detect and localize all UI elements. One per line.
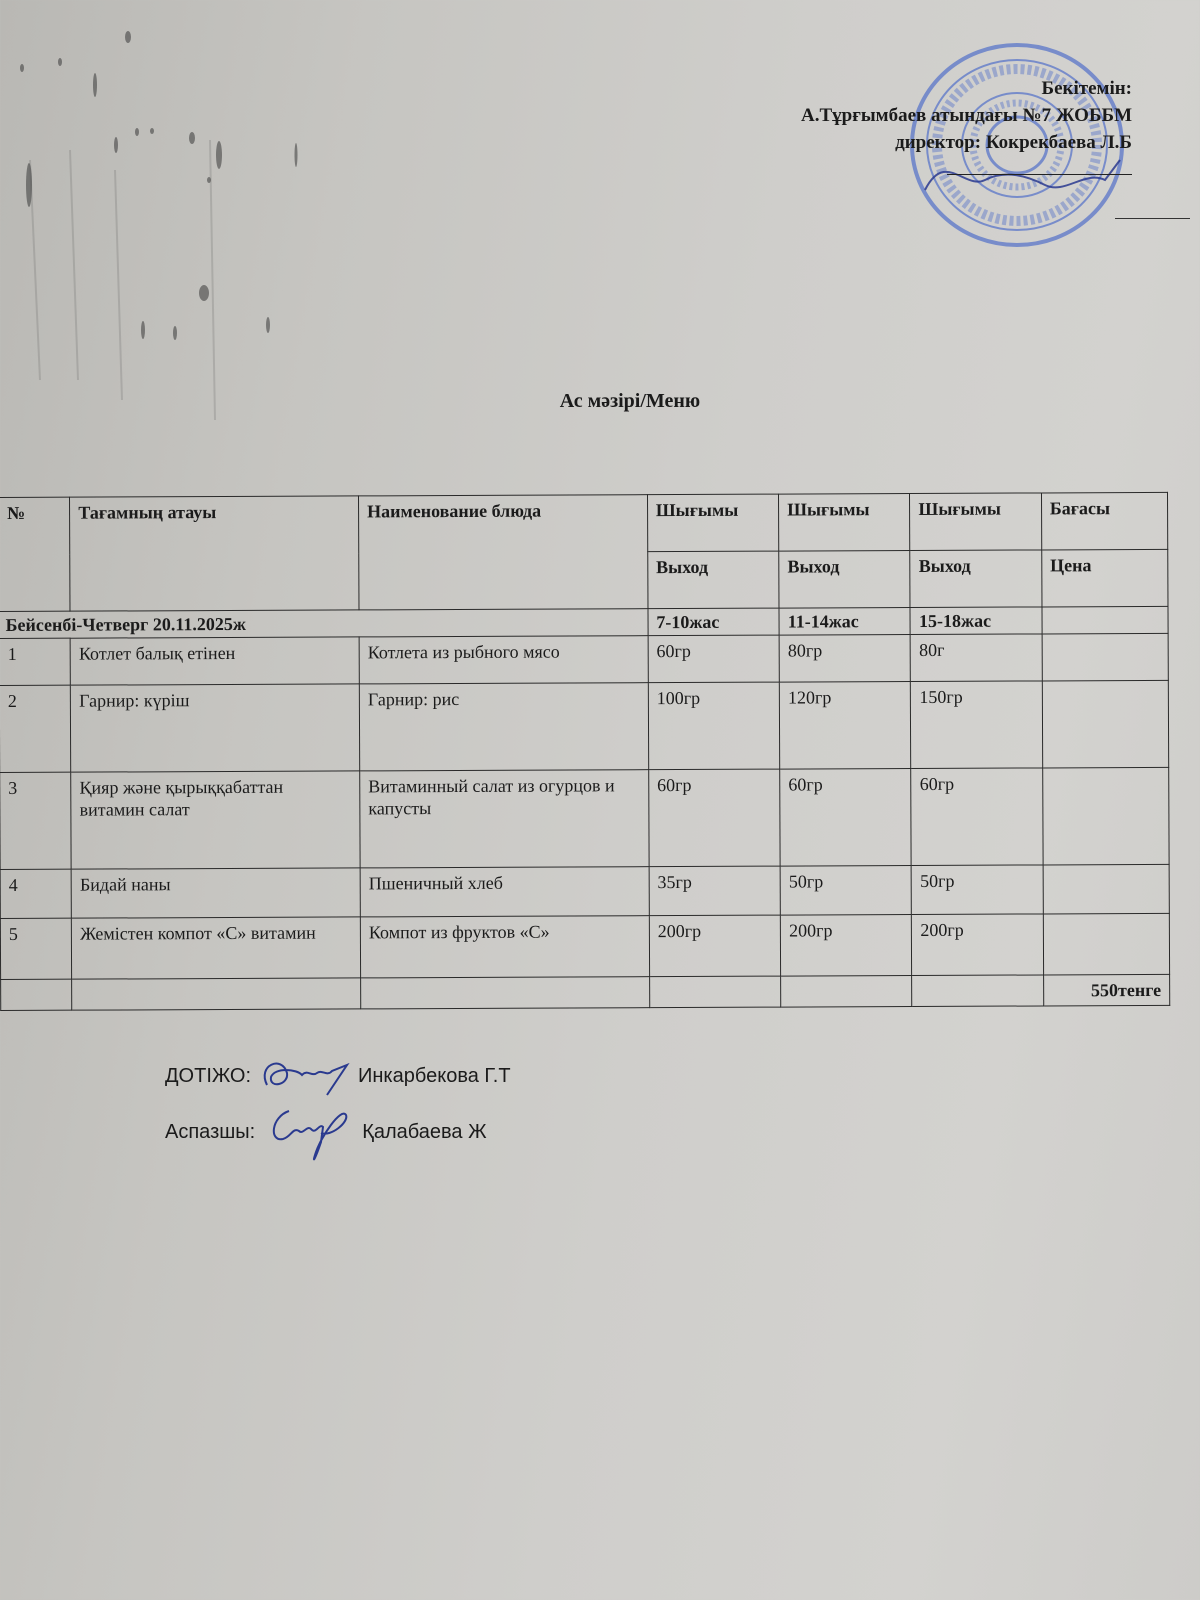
header-out1-ru: Выход xyxy=(648,551,780,609)
row-price xyxy=(1043,864,1169,914)
header-out3: Шығымы xyxy=(910,493,1042,551)
row-price xyxy=(1042,767,1169,865)
row-name-ru: Гарнир: рис xyxy=(359,683,648,771)
row-out3: 50гр xyxy=(912,865,1044,915)
table-row xyxy=(0,864,1169,918)
row-out3: 60гр xyxy=(911,768,1043,866)
row-num: 4 xyxy=(0,869,71,918)
row-out3: 150гр xyxy=(911,681,1043,769)
row-name-ru: Котлета из рыбного мясо xyxy=(359,636,648,684)
total-price: 550тенге xyxy=(1043,974,1169,1006)
row-out2: 60гр xyxy=(780,769,912,867)
row-out2: 80гр xyxy=(779,635,911,683)
row-name-kz: Қияр және қырыққабаттан витамин салат xyxy=(71,771,360,869)
handwritten-signature-icon xyxy=(257,1055,352,1097)
row-num: 3 xyxy=(0,772,71,869)
paper-smudges xyxy=(0,0,420,420)
signatures-block xyxy=(165,1055,511,1167)
header-out2-ru: Выход xyxy=(779,551,911,609)
row-name-ru: Пшеничный хлеб xyxy=(360,867,649,917)
row-price xyxy=(1042,680,1169,768)
page-title: Ас мәзірі/Меню xyxy=(559,390,701,412)
day-label: Бейсенбі-Четверг 20.11.2025ж xyxy=(0,609,648,639)
signature-row xyxy=(165,1097,511,1167)
row-out1: 60гр xyxy=(649,769,781,867)
signature-name: Қалабаева Ж xyxy=(362,1121,487,1143)
header-row-1 xyxy=(0,492,1168,554)
handwritten-signature-icon xyxy=(261,1107,356,1167)
row-out3: 80г xyxy=(911,634,1043,682)
row-name-kz: Жемістен компот «С» витамин xyxy=(72,917,361,979)
total-empty xyxy=(72,978,361,1010)
total-empty xyxy=(361,977,650,1009)
total-empty xyxy=(781,976,912,1008)
header-out1: Шығымы xyxy=(647,494,779,552)
header-price-ru: Цена xyxy=(1042,549,1168,607)
row-name-kz: Котлет балық етінен xyxy=(70,637,359,685)
signature-role: ДОТІЖО: xyxy=(165,1065,252,1087)
row-name-ru: Витаминный салат из огурцов и капусты xyxy=(360,770,649,868)
row-out2: 50гр xyxy=(780,866,912,916)
header-price: Бағасы xyxy=(1041,492,1167,550)
row-out2: 200гр xyxy=(780,915,912,977)
table-row xyxy=(0,680,1169,772)
signature-row xyxy=(165,1055,511,1097)
menu-table xyxy=(0,492,1170,1011)
row-name-kz: Гарнир: күріш xyxy=(71,684,360,772)
row-out2: 120гр xyxy=(779,682,911,770)
approval-block xyxy=(801,75,1132,183)
row-out1: 35гр xyxy=(649,866,781,916)
table-row xyxy=(0,767,1169,869)
total-empty xyxy=(1,979,72,1010)
header-name-ru: Наименование блюда xyxy=(358,495,647,610)
row-num: 2 xyxy=(0,685,71,772)
row-num: 1 xyxy=(0,638,71,685)
table-row xyxy=(0,913,1169,979)
signature-dash xyxy=(1115,218,1190,219)
age-group-1: 7-10жас xyxy=(648,608,779,636)
approval-label: Бекітемін: xyxy=(1041,78,1132,99)
row-name-kz: Бидай наны xyxy=(71,868,360,918)
row-out1: 60гр xyxy=(648,635,780,683)
total-row xyxy=(1,974,1170,1010)
row-price xyxy=(1042,633,1168,681)
director-name: директор: Кокрекбаева Л.Б xyxy=(895,132,1132,153)
total-empty xyxy=(912,975,1043,1007)
row-num: 5 xyxy=(0,918,71,979)
age-group-2: 11-14жас xyxy=(779,608,910,636)
age-price-empty xyxy=(1042,606,1168,634)
director-signature-line xyxy=(947,160,1132,175)
row-out3: 200гр xyxy=(912,914,1044,976)
signature-role: Аспазшы: xyxy=(165,1121,256,1143)
row-name-ru: Компот из фруктов «С» xyxy=(360,916,649,978)
header-out3-ru: Выход xyxy=(910,550,1042,608)
school-name: А.Тұрғымбаев атындағы №7 ЖОББМ xyxy=(801,105,1132,126)
header-out2: Шығымы xyxy=(779,494,911,552)
row-out1: 100гр xyxy=(648,682,780,770)
row-price xyxy=(1043,913,1169,975)
header-num: № xyxy=(0,497,70,611)
table-row xyxy=(0,633,1168,685)
row-out1: 200гр xyxy=(649,915,781,977)
header-name-kz: Тағамның атауы xyxy=(70,496,359,611)
signature-name: Инкарбекова Г.Т xyxy=(358,1065,511,1087)
total-empty xyxy=(649,976,780,1008)
age-group-3: 15-18жас xyxy=(910,607,1041,635)
